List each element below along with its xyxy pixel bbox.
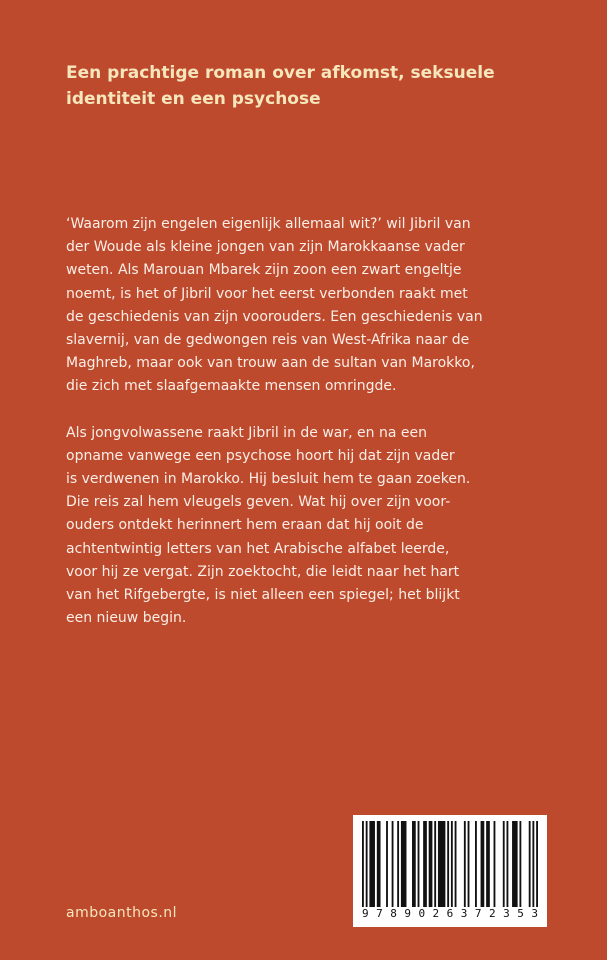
blurb-line: der Woude als kleine jongen van zijn Marokkaanse vader [66, 239, 465, 256]
tagline [66, 60, 566, 112]
isbn-digit: 9 [362, 907, 369, 920]
barcode-bar [386, 821, 388, 907]
isbn-digit: 8 [390, 907, 397, 920]
blurb-line: die zich met slaafgemaakte mensen omringde. [66, 378, 397, 395]
barcode-bar [377, 821, 381, 907]
blurb-line: opname vanwege een psychose hoort hij dat zijn vader [66, 447, 455, 464]
blurb-line: slavernij, van de gedwongen reis van West-Afrika naar de [66, 332, 470, 349]
barcode-bar [392, 821, 394, 907]
isbn-digit: 5 [517, 907, 524, 920]
barcode-bar [475, 821, 477, 907]
barcode-bar [369, 821, 375, 907]
barcode-bar [397, 821, 399, 907]
barcode-bar [423, 821, 427, 907]
barcode-bar [362, 821, 364, 907]
blurb [66, 213, 556, 653]
blurb-line: een nieuw begin. [66, 610, 187, 627]
isbn-digit: 7 [376, 907, 383, 920]
isbn-digit: 3 [503, 907, 510, 920]
barcode-bar [412, 821, 416, 907]
barcode-bar [447, 821, 449, 907]
blurb-line: van het Rifgebergte, is niet alleen een spiegel; het blijkt [66, 587, 460, 604]
blurb-line: voor hij ze vergat. Zijn zoektocht, die leidt naar het hart [66, 563, 460, 580]
barcode-bar [366, 821, 368, 907]
barcode-bar [438, 821, 445, 907]
isbn-digit: 2 [488, 907, 496, 920]
barcode-bar [519, 821, 521, 907]
barcode-bar [464, 821, 466, 907]
isbn-digit: 2 [432, 907, 440, 920]
tagline-line: identiteit en een psychose [66, 89, 321, 109]
isbn-digit: 7 [474, 907, 482, 920]
blurb-line: Maghreb, maar ook van trouw aan de sultan van Marokko, [66, 355, 475, 372]
blurb-line: Die reis zal hem vleugels geven. Wat hij over zijn voor- [66, 494, 451, 511]
barcode-bar [494, 821, 496, 907]
barcode-bar [451, 821, 453, 907]
isbn-barcode [353, 815, 547, 927]
barcode-bar [455, 821, 457, 907]
barcode-bar [503, 821, 505, 907]
barcode-bar [481, 821, 485, 907]
barcode-bar [468, 821, 470, 907]
blurb-line: noemt, is het of Jibril voor het eerst verbonden raakt met [66, 285, 468, 302]
blurb-line: de geschiedenis van zijn voorouders. Een geschiedenis van [66, 308, 483, 325]
barcode-bar [536, 821, 538, 907]
isbn-digit: 3 [531, 907, 538, 920]
blurb-line: Als jongvolwassene raakt Jibril in de war, en na een [66, 424, 427, 441]
isbn-digit: 3 [460, 907, 468, 920]
blurb-line: ouders ontdekt herinnert hem eraan dat hij ooit de [66, 517, 424, 534]
barcode-bar [507, 821, 509, 907]
isbn-digit: 6 [446, 907, 454, 920]
barcode-bars [362, 821, 538, 907]
barcode-bar [434, 821, 436, 907]
barcode-bar [418, 821, 420, 907]
blurb-paragraph-2 [66, 422, 556, 631]
barcode-bar [401, 821, 407, 907]
publisher-website: amboanthos.nl [66, 905, 178, 921]
isbn-digit: 0 [418, 907, 426, 920]
barcode-bar [529, 821, 531, 907]
isbn-digit: 9 [404, 907, 411, 920]
blurb-line: achtentwintig letters van het Arabische alfabet leerde, [66, 540, 450, 557]
barcode-bar [512, 821, 518, 907]
barcode-bar [532, 821, 534, 907]
barcode-bar [429, 821, 433, 907]
barcode-bar [486, 821, 490, 907]
blurb-paragraph-1 [66, 213, 556, 399]
tagline-line: Een prachtige roman over afkomst, seksuele [66, 63, 495, 83]
blurb-line: ‘Waarom zijn engelen eigenlijk allemaal wit?’ wil Jibril van [66, 216, 471, 232]
blurb-line: weten. Als Marouan Mbarek zijn zoon een zwart engeltje [66, 262, 462, 279]
isbn-number [362, 907, 538, 921]
blurb-line: is verdwenen in Marokko. Hij besluit hem te gaan zoeken. [66, 471, 471, 488]
